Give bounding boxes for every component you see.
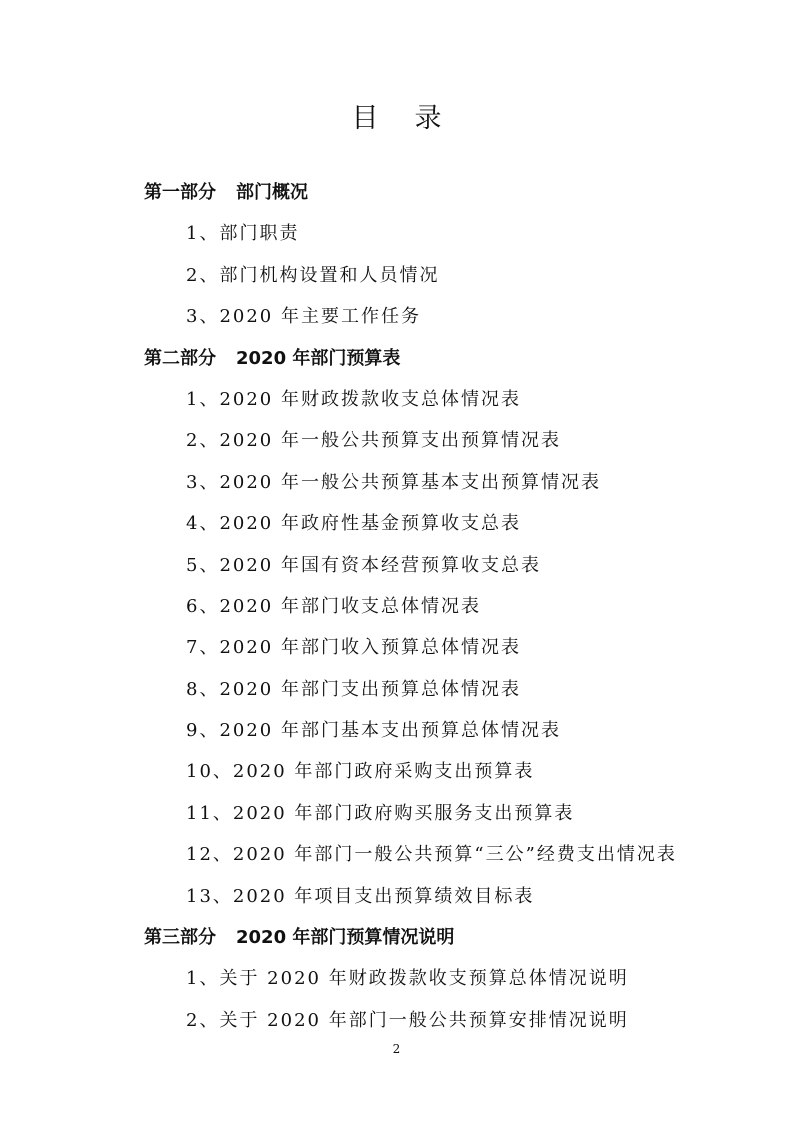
part-title: 2020 年部门预算表: [236, 347, 401, 369]
table-of-contents: [0, 172, 793, 1041]
toc-part-heading: [0, 917, 793, 958]
part-label: 第二部分: [144, 347, 216, 369]
toc-item: 4、2020 年政府性基金预算收支总表: [186, 513, 521, 535]
part-label: 第三部分: [144, 927, 216, 949]
page-title: 目录: [351, 103, 478, 134]
toc-item: 12、2020 年部门一般公共预算“三公”经费支出情况表: [186, 844, 677, 866]
toc-item: 2、关于 2020 年部门一般公共预算安排情况说明: [186, 1009, 629, 1031]
toc-item: 6、2020 年部门收支总体情况表: [186, 595, 481, 617]
page-number: 2: [392, 1042, 401, 1056]
toc-item: 13、2020 年项目支出预算绩效目标表: [186, 885, 535, 907]
toc-item: 1、2020 年财政拨款收支总体情况表: [186, 388, 521, 410]
toc-item: 2、2020 年一般公共预算支出预算情况表: [186, 430, 561, 452]
part-title: 2020 年部门预算情况说明: [236, 927, 455, 949]
toc-part-heading: [0, 172, 793, 213]
toc-item: 7、2020 年部门收入预算总体情况表: [186, 637, 521, 659]
part-title: 部门概况: [236, 182, 308, 203]
toc-part-heading: [0, 338, 793, 379]
part-label: 第一部分: [144, 182, 216, 203]
toc-item: 5、2020 年国有资本经营预算收支总表: [186, 554, 541, 576]
toc-item: 1、部门职责: [186, 223, 300, 245]
toc-item: 3、2020 年一般公共预算基本支出预算情况表: [186, 471, 601, 493]
toc-item: 9、2020 年部门基本支出预算总体情况表: [186, 720, 561, 742]
toc-item: 3、2020 年主要工作任务: [186, 306, 421, 328]
toc-item: 8、2020 年部门支出预算总体情况表: [186, 678, 521, 700]
toc-item: 2、部门机构设置和人员情况: [186, 264, 440, 286]
toc-item: 11、2020 年部门政府购买服务支出预算表: [186, 802, 575, 824]
toc-item: 1、关于 2020 年财政拨款收支预算总体情况说明: [186, 968, 629, 990]
toc-item: 10、2020 年部门政府采购支出预算表: [186, 761, 535, 783]
